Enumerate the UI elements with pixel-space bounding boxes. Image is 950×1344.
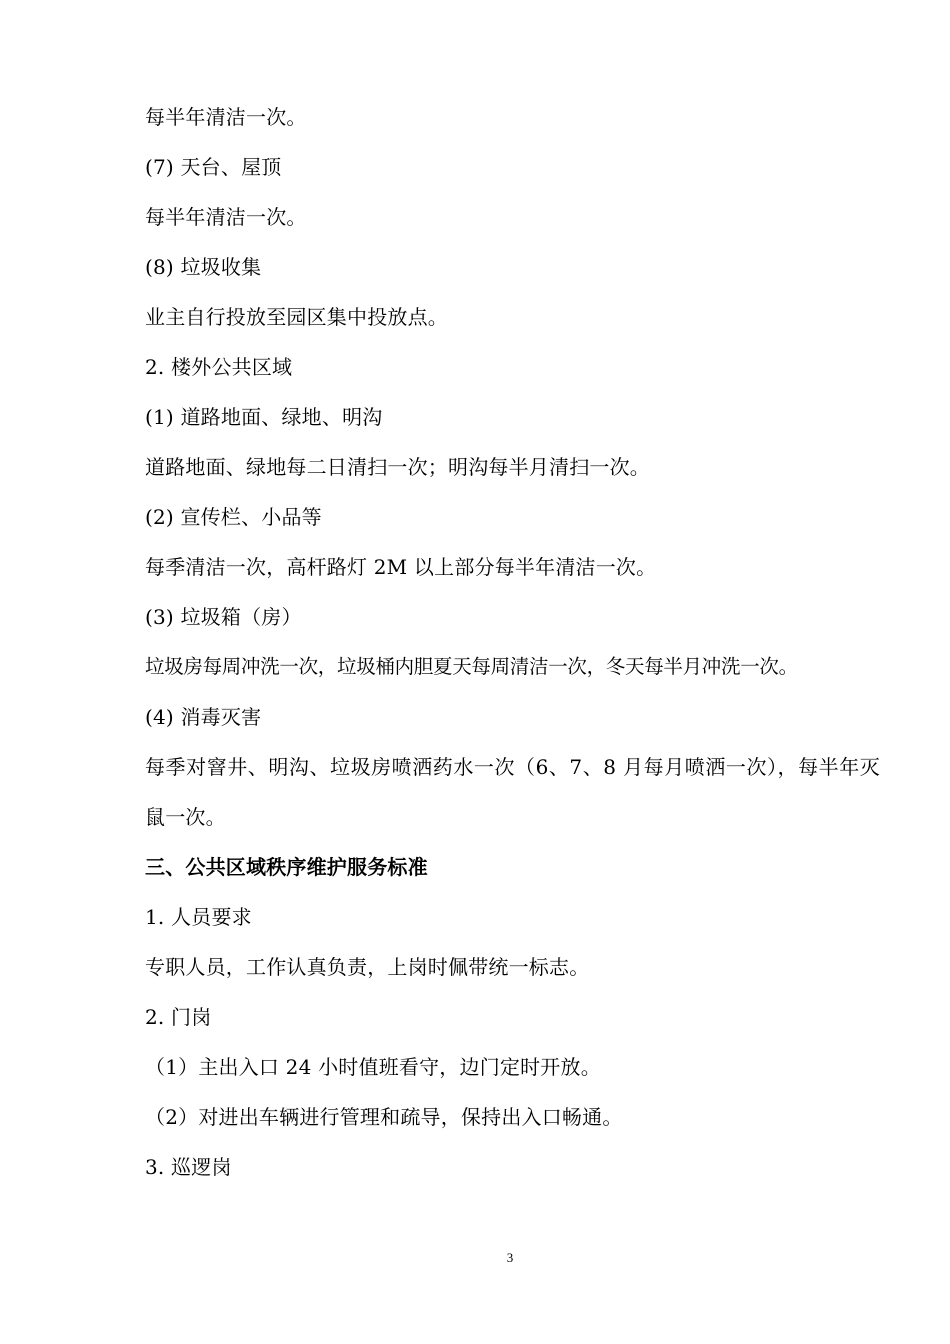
subsection-heading: (7) 天台、屋顶 <box>145 155 282 179</box>
document-body <box>145 92 880 1192</box>
subsection-heading: (4) 消毒灭害 <box>145 705 262 729</box>
paragraph-text: 每半年清洁一次。 <box>145 205 307 229</box>
subsection-heading: (3) 垃圾箱（房） <box>145 605 302 629</box>
list-item: （1）主出入口 24 小时值班看守，边门定时开放。 <box>145 1055 601 1079</box>
section-heading: 2. 门岗 <box>145 1005 212 1029</box>
list-item: （2）对进出车辆进行管理和疏导，保持出入口畅通。 <box>145 1105 623 1129</box>
paragraph-text: 每半年清洁一次。 <box>145 105 307 129</box>
paragraph-text: 每季对窨井、明沟、垃圾房喷洒药水一次（6、7、8 月每月喷洒一次），每半年灭鼠一次。 <box>145 755 880 829</box>
subsection-heading: (8) 垃圾收集 <box>145 255 262 279</box>
chapter-heading: 三、公共区域秩序维护服务标准 <box>145 855 428 879</box>
paragraph-text: 业主自行投放至园区集中投放点。 <box>145 305 448 329</box>
paragraph-text: 垃圾房每周冲洗一次，垃圾桶内胆夏天每周清洁一次，冬天每半月冲洗一次。 <box>145 655 798 678</box>
paragraph-text: 每季清洁一次，高杆路灯 2M 以上部分每半年清洁一次。 <box>145 555 657 579</box>
paragraph-text: 道路地面、绿地每二日清扫一次；明沟每半月清扫一次。 <box>145 455 650 479</box>
subsection-heading: (1) 道路地面、绿地、明沟 <box>145 405 383 429</box>
page-number: 3 <box>506 1250 514 1265</box>
section-heading: 1. 人员要求 <box>145 905 252 929</box>
section-heading: 3. 巡逻岗 <box>145 1155 232 1179</box>
subsection-heading: (2) 宣传栏、小品等 <box>145 505 322 529</box>
paragraph-text: 专职人员，工作认真负责，上岗时佩带统一标志。 <box>145 955 590 979</box>
section-heading: 2. 楼外公共区域 <box>145 355 293 379</box>
